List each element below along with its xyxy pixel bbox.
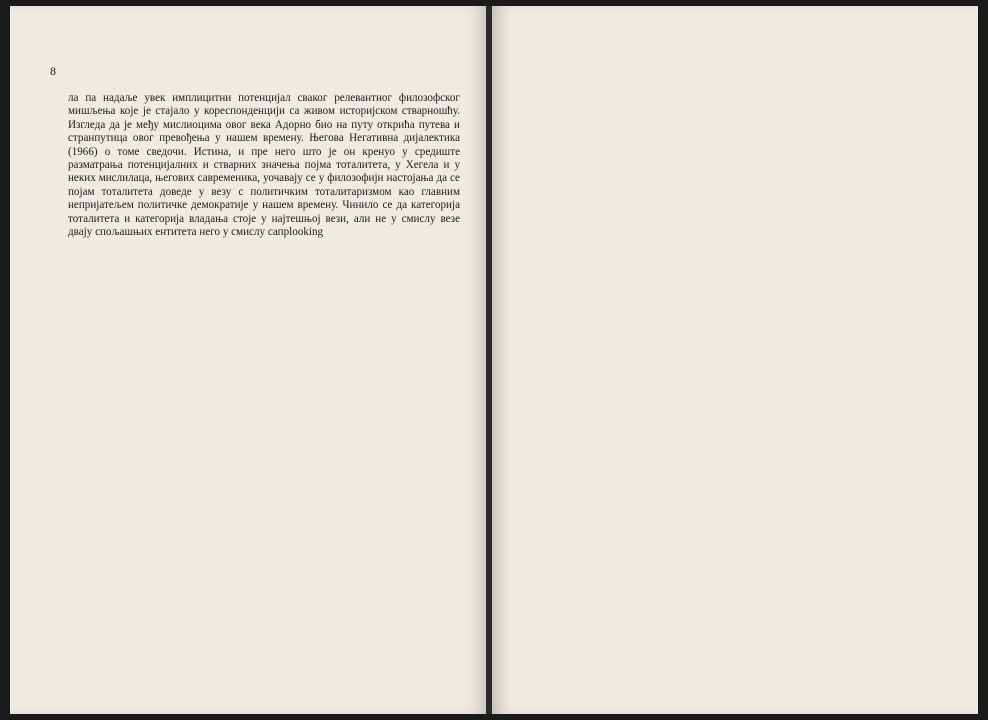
right-page <box>492 6 978 714</box>
page-body <box>68 92 460 239</box>
left-page <box>10 6 488 714</box>
paragraph: ла па надаље увек имплицитни потенцијал сваког релевантног филозофског мишљења које је стајало у кореспонденцији са живом историјском стварношћу. Изгледа да је међу мислиоцима овог века Адорно био на путу открића путева и странпутица овог превођења у нашем времену. Његова Негативна дијалектика (1966) о томе сведочи. Истина, и пре него што је он кренуо у средиште разматрања потенцијалних и стварних значења појма тоталитета, у Хегела и у неких мислилаца, његових савременика, уочавају се у филозофији настојања да се појам тоталитета доведе у везу с политичким тоталитаризмом као главним непријатељем политичке демократије у нашем времену. Чинило се да категорија тоталитета и категорија владања стоје у најтешњој вези, али не у смислу везе двају спољашњих ентитета него у смислу сапрlooking <box>68 92 460 239</box>
page-number: 8 <box>50 64 56 78</box>
